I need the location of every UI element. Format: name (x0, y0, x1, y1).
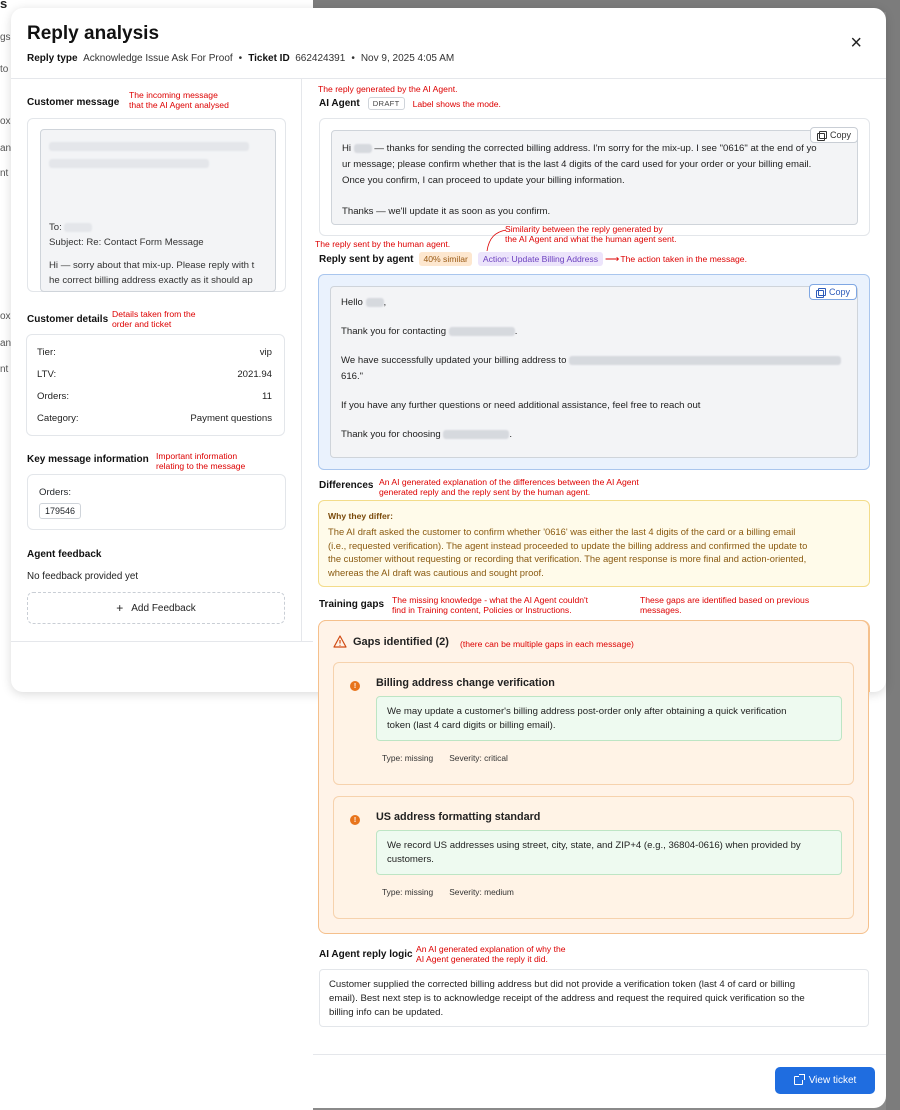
annotation-key-info: Important information relating to the message (156, 451, 246, 471)
action-arrow: ⟶ (605, 253, 620, 265)
annotation-ai-agent: The reply generated by the AI Agent. (318, 84, 458, 94)
gap-card (333, 796, 854, 919)
why-differ-title: Why they differ: (328, 511, 393, 521)
external-link-icon (794, 1076, 803, 1085)
background-fragment: to (0, 64, 9, 75)
background-fragment: nt (0, 168, 9, 179)
page-title: Reply analysis (27, 23, 160, 44)
detail-row-ltv: LTV: 2021.94 (37, 369, 272, 380)
no-feedback-text: No feedback provided yet (27, 571, 139, 582)
add-feedback-button[interactable] (27, 592, 285, 624)
key-info-card (27, 474, 286, 530)
differences-text: The AI draft asked the customer to confirm whether '0616' was either the last 4 digits of the card or a billing email (i.e., requested verification). The agent instead proceeded to update the billing address and confirmed the update to the customer without requesting or recording that verification. The agent response is more final and action-oriented, whereas the AI draft was cautious and sought proof. (328, 526, 808, 578)
background-fragment: nt (0, 364, 9, 375)
background-fragment: an (0, 143, 12, 154)
message-to: To: (49, 220, 267, 235)
human-reply-heading (319, 252, 747, 266)
gap-policy-text: We record US addresses using street, city, state, and ZIP+4 (e.g., 36804-0616) when provided by customers. (376, 830, 842, 875)
annotation-previous-messages: These gaps are identified based on previous messages. (640, 595, 810, 615)
customer-details-label: Customer details (27, 314, 109, 325)
detail-row-category: Category: Payment questions (37, 413, 272, 424)
mode-badge: DRAFT (368, 97, 405, 110)
customer-message-card (27, 118, 286, 292)
gap-meta: Type: missing Severity: medium (382, 887, 514, 897)
header-divider (11, 78, 886, 79)
detail-row-tier: Tier: vip (37, 347, 272, 358)
gap-meta: Type: missing Severity: critical (382, 753, 508, 763)
alert-circle-icon: ! (350, 815, 360, 825)
human-reply-label: Reply sent by agent (319, 253, 414, 265)
gap-title: US address formatting standard (376, 811, 541, 823)
modal-header (27, 23, 454, 64)
close-icon: × (850, 32, 862, 54)
reply-type-value: Acknowledge Issue Ask For Proof (83, 53, 233, 64)
similarity-badge: 40% similar (419, 252, 471, 266)
background-fragment: ox (0, 311, 11, 322)
gap-card (333, 662, 854, 785)
close-button[interactable] (850, 34, 862, 52)
message-body-line: he correct billing address exactly as it should ap (49, 275, 253, 286)
ai-draft-reply[interactable]: Hi — thanks for sending the corrected billing address. I'm sorry for the mix-up. I see "0616" at the end of yo ur message; please confirm whether that is the last 4 digits of the card used for your order or your billing email. Once you confirm, I can proceed to update your billing information. Thanks — we'll update it as soon as you confirm. (331, 130, 858, 225)
left-footer-divider (11, 641, 313, 642)
plus-icon: + (116, 601, 124, 615)
header-meta: Reply type Acknowledge Issue Ask For Proof • Ticket ID 662424391 • Nov 9, 2025 4:05 AM (27, 53, 455, 64)
customer-message-label: Customer message (27, 97, 120, 108)
annotation-multiple-gaps: (there can be multiple gaps in each message) (460, 639, 634, 649)
annotation-customer-details: Details taken from the order and ticket (112, 309, 196, 329)
view-ticket-label: View ticket (808, 1075, 857, 1086)
ticket-id-value: 662424391 (295, 53, 346, 64)
gap-policy-text: We may update a customer's billing address post-order only after obtaining a quick verification token (last 4 card digits or billing email). (376, 696, 842, 741)
ticket-date: Nov 9, 2025 4:05 AM (360, 53, 455, 64)
copy-human-reply-button[interactable]: Copy (809, 284, 857, 300)
annotation-training-gaps: The missing knowledge - what the AI Agent couldn't find in Training content, Policies or Instructions. (392, 595, 589, 615)
ai-agent-label: AI Agent (319, 98, 360, 109)
reply-logic-text: Customer supplied the corrected billing address but did not provide a verification token (last 4 of card or billing email). Best next step is to acknowledge receipt of the address and request the required quick verification so the billing info can be updated. (319, 969, 869, 1027)
order-chip[interactable]: 179546 (39, 503, 81, 519)
alert-circle-icon: ! (350, 681, 360, 691)
training-gaps-label: Training gaps (319, 599, 385, 610)
ai-agent-heading (319, 97, 501, 110)
warning-triangle-icon (333, 635, 347, 648)
detail-row-orders: Orders: 11 (37, 391, 272, 402)
backdrop-overlay (886, 0, 900, 1110)
annotation-similarity: Similarity between the reply generated by the AI Agent and what the human agent sent. (505, 224, 677, 244)
differences-card (318, 500, 870, 587)
human-reply-text[interactable]: Hello , Thank you for contacting . We have successfully updated your billing address to 616." If you have any further questions or need additional assistance, feel free to reach out Thank you for choosing . (330, 286, 858, 458)
agent-feedback-label: Agent feedback (27, 549, 102, 560)
background-fragment: gs (0, 32, 11, 43)
gap-title: Billing address change verification (376, 677, 555, 689)
differences-label: Differences (319, 480, 374, 491)
copy-ai-reply-button[interactable]: Copy (810, 127, 858, 143)
customer-details-card (26, 334, 285, 436)
add-feedback-label: Add Feedback (131, 602, 196, 614)
action-badge: Action: Update Billing Address (478, 252, 603, 266)
annotation-differences: An AI generated explanation of the differences between the AI Agent generated reply and the reply sent by the human agent. (379, 477, 639, 497)
annotation-reply-logic: An AI generated explanation of why the AI Agent generated the reply it did. (416, 944, 566, 964)
annotation-action: The action taken in the message. (620, 254, 747, 264)
annotation-human-reply: The reply sent by the human agent. (315, 239, 451, 249)
gaps-identified-title: Gaps identified (2) (353, 636, 449, 648)
annotation-customer-message: The incoming message that the AI Agent analysed (129, 90, 229, 110)
annotation-mode: Label shows the mode. (412, 98, 501, 109)
background-fragment: s (0, 0, 8, 11)
footer-divider (313, 1054, 886, 1055)
background-fragment: an (0, 338, 12, 349)
message-subject: Subject: Re: Contact Form Message (49, 237, 204, 248)
column-divider (301, 79, 302, 641)
view-ticket-button[interactable] (775, 1067, 875, 1094)
human-reply-card (318, 274, 870, 470)
reply-logic-label: AI Agent reply logic (319, 949, 413, 960)
redacted-header (49, 130, 267, 162)
key-info-label: Key message information (27, 454, 149, 465)
background-fragment: ox (0, 116, 11, 127)
ai-draft-card (319, 118, 870, 236)
reply-analysis-modal (11, 8, 886, 692)
ticket-id-label: Ticket ID (248, 53, 290, 64)
message-body-line: Hi — sorry about that mix-up. Please reply with t (49, 260, 255, 271)
copy-icon (816, 288, 825, 297)
reply-type-label: Reply type (27, 53, 78, 64)
customer-message-body[interactable] (40, 129, 276, 292)
copy-icon (817, 131, 826, 140)
key-info-orders-label: Orders: (39, 487, 71, 498)
training-gaps-content (318, 620, 870, 934)
